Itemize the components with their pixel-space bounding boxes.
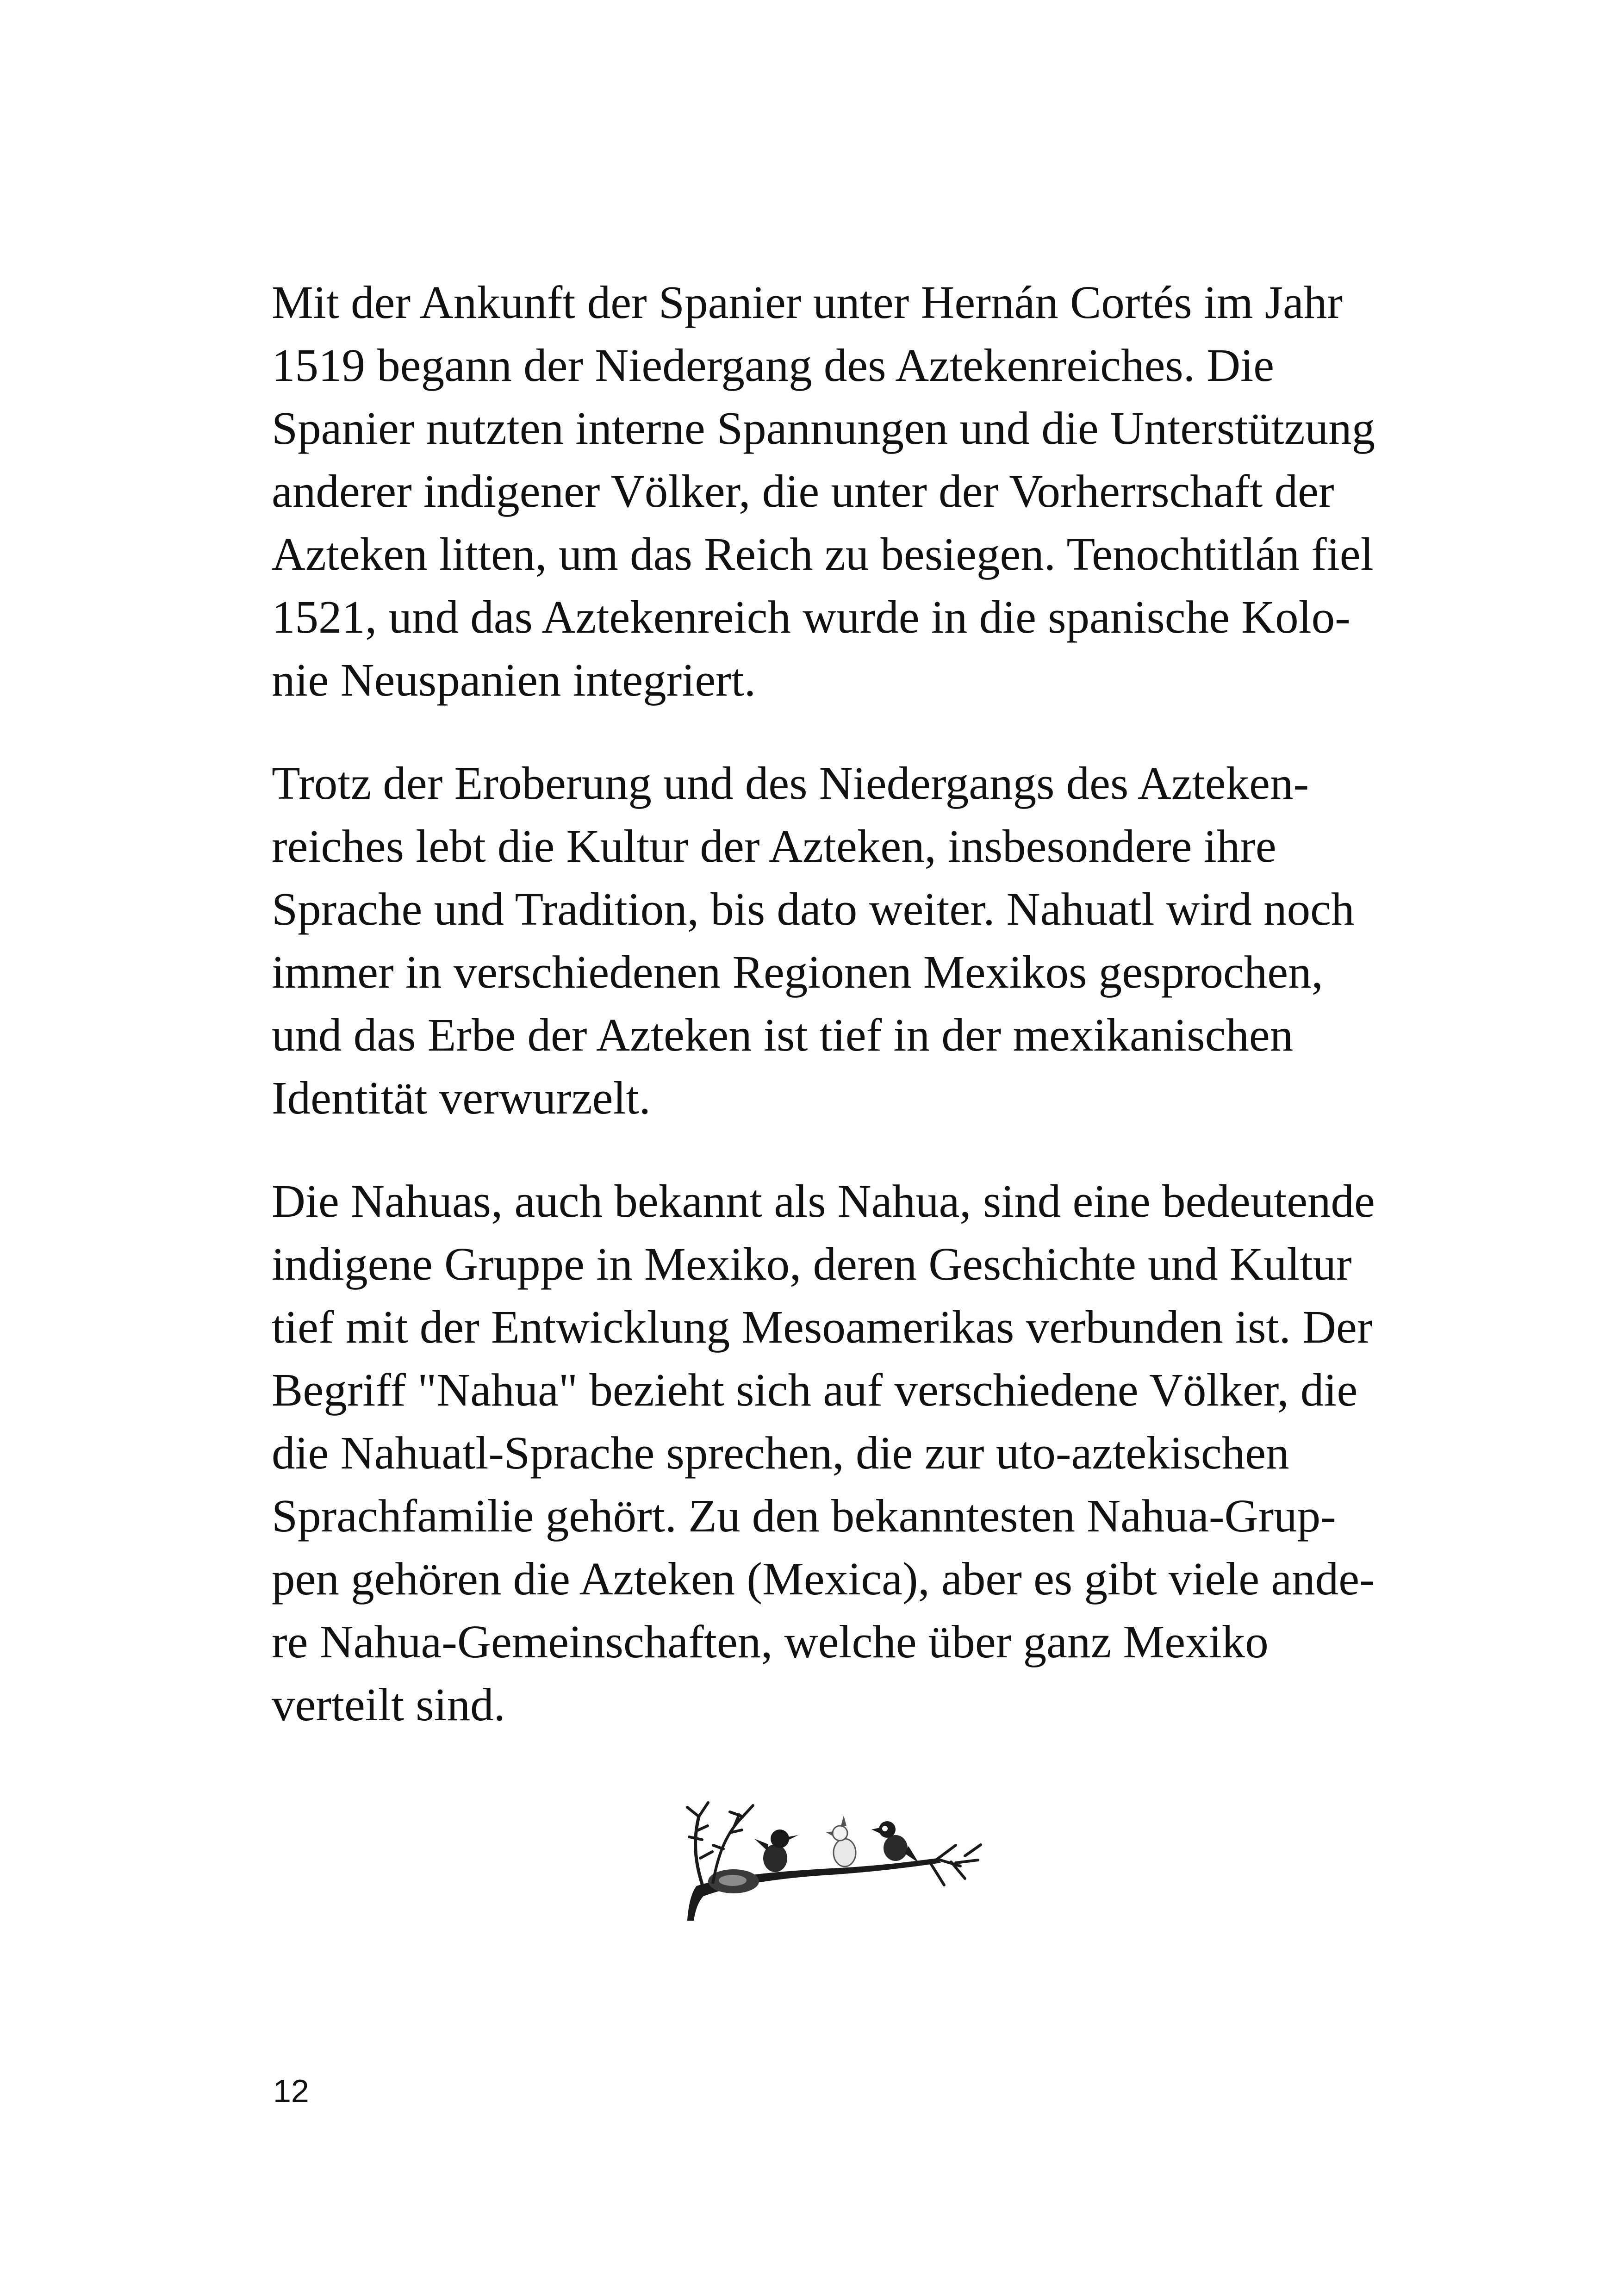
text-line: Begriff "Nahua" bezieht sich auf verschiedene Völker, die <box>272 1364 1358 1416</box>
paragraph-nahuas <box>272 1170 1410 1736</box>
text-line: nie Neuspanien integriert. <box>272 654 756 706</box>
text-line: re Nahua-Gemeinschaften, welche über ganz Mexiko <box>272 1616 1269 1668</box>
text-line: Die Nahuas, auch bekannt als Nahua, sind eine bedeutende <box>272 1175 1375 1227</box>
text-line: indigene Gruppe in Mexiko, deren Geschichte und Kultur <box>272 1238 1352 1290</box>
text-line: Azteken litten, um das Reich zu besiegen. Tenochtitlán fiel <box>272 528 1374 580</box>
text-line: Sprachfamilie gehört. Zu den bekanntesten Nahua-Grup- <box>272 1490 1336 1542</box>
text-line: 1519 begann der Niedergang des Aztekenreiches. Die <box>272 339 1275 391</box>
text-line: pen gehören die Azteken (Mexica), aber es gibt viele ande- <box>272 1553 1375 1605</box>
text-line: Spanier nutzten interne Spannungen und die Unterstützung <box>272 402 1375 454</box>
text-line: Sprache und Tradition, bis dato weiter. Nahuatl wird noch <box>272 883 1355 935</box>
page-number: 12 <box>273 2073 309 2109</box>
text-line: reiches lebt die Kultur der Azteken, insbesondere ihre <box>272 820 1276 872</box>
text-line: tief mit der Entwicklung Mesoamerikas verbunden ist. Der <box>272 1301 1373 1353</box>
text-line: 1521, und das Aztekenreich wurde in die spanische Kolo- <box>272 591 1350 643</box>
paragraph-spanish-conquest <box>272 271 1410 711</box>
text-line: und das Erbe der Azteken ist tief in der mexikanischen <box>272 1009 1294 1061</box>
birds-on-branch-icon <box>678 1789 997 1923</box>
text-line: Trotz der Eroberung und des Niedergangs des Azteken- <box>272 757 1309 809</box>
body-text <box>272 271 1410 1776</box>
text-line: Mit der Ankunft der Spanier unter Hernán Cortés im Jahr <box>272 276 1343 328</box>
text-line: verteilt sind. <box>272 1679 505 1730</box>
text-line: Identität verwurzelt. <box>272 1072 651 1124</box>
text-line: die Nahuatl-Sprache sprechen, die zur uto-aztekischen <box>272 1427 1289 1479</box>
paragraph-aztec-legacy <box>272 752 1410 1129</box>
text-line: immer in verschiedenen Regionen Mexikos gesprochen, <box>272 946 1323 998</box>
text-line: anderer indigener Völker, die unter der Vorherrschaft der <box>272 465 1334 517</box>
